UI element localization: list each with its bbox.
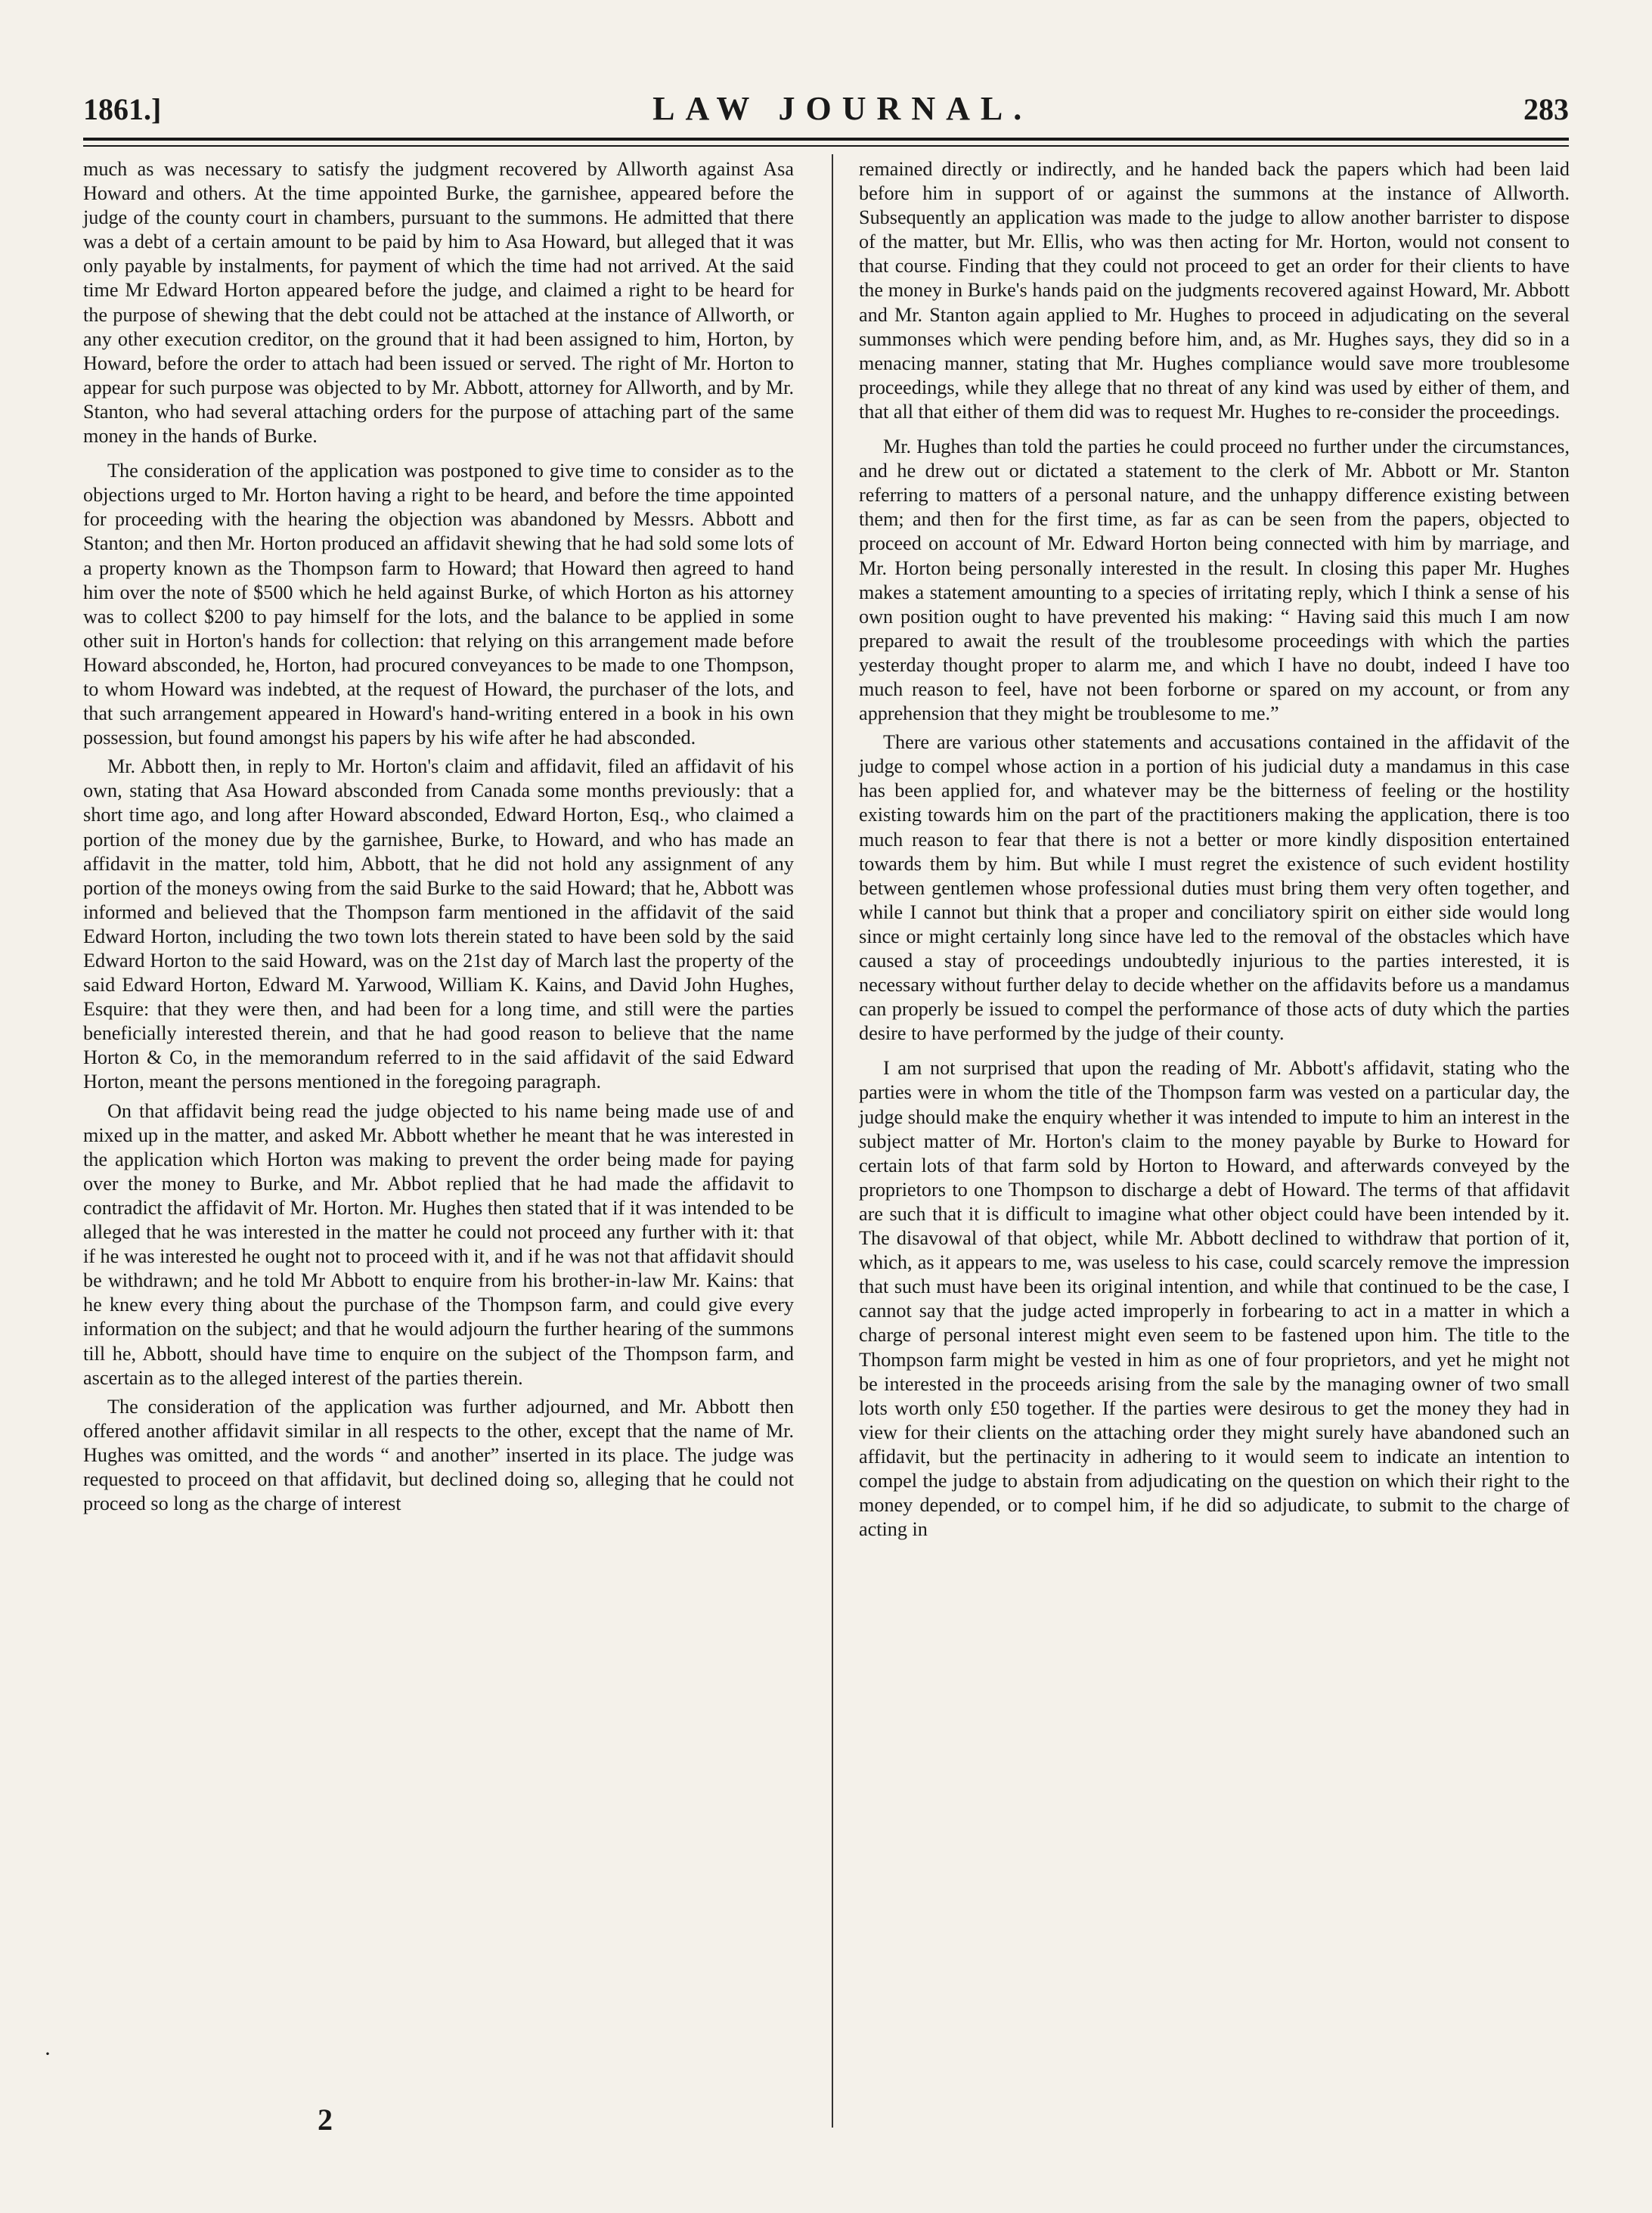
paragraph: much as was necessary to satisfy the judgment recovered by Allworth against Asa Howard and others. At the time appointed Burke, the garnishee, appeared before the judge of the county court in chambers, pursuant to the summons. He admitted that there was a debt of a certain amount to be paid by him to Asa Howard, but alleged that it was only payable by instalments, for payment of which the time had not arrived. At the said time Mr Edward Horton appeared before the judge, and claimed a right to be heard for the purpose of shewing that the debt could not be attached at the instance of Allworth, or any other execution creditor, on the ground that it had been assigned to him, Horton, by Howard, before the order to attach had been issued or served. The right of Mr. Horton to appear for such purpose was objected to by Mr. Abbott, attorney for Allworth, and by Mr. Stanton, who had several attaching orders for the purpose of attaching part of the same money in the hands of Burke. [83,158,794,448]
margin-dot: · [44,2041,51,2066]
page-number: 283 [1523,92,1569,126]
paragraph: I am not surprised that upon the reading of Mr. Abbott's affidavit, stating who the parties were in whom the title of the Thompson farm was vested on a particular day, the judge should make the enquiry whether it was intended to impute to him an interest in the subject matter of Mr. Horton's claim to the money payable by Burke to Howard for certain lots of that farm sold by Horton to Howard, and afterwards conveyed by the proprietors to one Thompson to discharge a debt of Howard. The terms of that affidavit are such that it is difficult to imagine what other object could have been intended by it. The disavowal of that object, while Mr. Abbott declined to withdraw that portion of it, which, as it appears to me, was useless to his case, could scarcely remove the impression that such must have been its original intention, and while that continued to be the case, I cannot say that the judge acted improperly in forbearing to act in a matter in which a charge of personal interest might even seem to be fastened upon him. The title to the Thompson farm might be vested in him as one of four proprietors, and yet he might not be interested in the proceeds arising from the sale by the managing owner of two small lots worth only £50 together. If the parties were desirous to get the money they had in view for their clients on the attaching order they might surely have abandoned such an affidavit, but the pertinacity in adhering to it would seem to indicate an intention to compel the judge to abstain from adjudicating on the question on which their right to the money depended, or to compel him, if he did so adjudicate, to submit to the charge of acting in [859,1057,1570,1541]
paragraph: remained directly or indirectly, and he handed back the papers which had been laid before him in support of or against the summons at the instance of Allworth. Subsequently an application was made to the judge to allow another barrister to dispose of the matter, but Mr. Ellis, who was then acting for Mr. Horton, would not consent to that course. Finding that they could not proceed to get an order for their clients to have the money in Burke's hands paid on the judgments recovered against Howard, Mr. Abbott and Mr. Stanton again applied to Mr. Hughes to proceed in adjudicating on the several summonses which were pending before him, and, as Mr. Hughes says, they did so in a menacing manner, stating that Mr. Hughes compliance would save more troublesome proceedings, while they allege that no threat of any kind was used by either of them, and that all that either of them did was to request Mr. Hughes to re-consider the proceedings. [859,158,1570,423]
paragraph: Mr. Abbott then, in reply to Mr. Horton's claim and affidavit, filed an affidavit of his own, stating that Asa Howard absconded from Canada some months previously: that a short time ago, and long after Howard absconded, Edward Horton, Esq., who claimed a portion of the money due by the garnishee, Burke, to Howard, and who has made an affidavit in the matter, told him, Abbott, that he did not hold any assignment of any portion of the moneys owing from the said Burke to the said Howard; that he, Abbott was informed and believed that the Thompson farm mentioned in the affidavit of the said Edward Horton, including the two town lots therein stated to have been sold by the said Edward Horton to the said Howard, was on the 21st day of March last the property of the said Edward Horton, Edward M. Yarwood, William K. Kains, and David John Hughes, Esquire: that they were then, and had been for a long time, and still were the parties beneficially interested therein, and that he had good reason to believe that the name Horton & Co, in the memorandum referred to in the said affidavit of the said Edward Horton, meant the persons mentioned in the foregoing paragraph. [83,755,794,1093]
page-header [83,89,1569,135]
paragraph: The consideration of the application was further adjourned, and Mr. Abbott then offered another affidavit similar in all respects to the other, except that the name of Mr. Hughes was omitted, and the words “ and another” inserted in its place. The judge was requested to proceed on that affidavit, but declined doing so, alleging that he could not proceed so long as the charge of interest [83,1395,794,1515]
header-rule-thin [83,145,1569,147]
left-column [83,157,794,1520]
journal-title: LAW JOURNAL. [652,90,1033,127]
right-column [859,157,1570,1546]
header-rule-thick [83,138,1569,141]
paragraph: On that affidavit being read the judge objected to his name being made use of and mixed up in the matter, and asked Mr. Abbott whether he meant that he was interested in the application which Horton was making to prevent the order being made for paying over the money to Burke, and Mr. Abbot replied that he had made the affidavit to contradict the affidavit of Mr. Horton. Mr. Hughes then stated that if it was intended to be alleged that he was interested in the matter he could not proceed any further with it: that if he was interested he ought not to proceed with it, and if he was not that affidavit should be withdrawn; and he told Mr Abbott to enquire from his brother-in-law Mr. Kains: that he knew every thing about the purchase of the Thompson farm, and could give every information on the subject; and that he would adjourn the further hearing of the summons till he, Abbott, should have time to enquire on the subject of the Thompson farm, and ascertain as to the alleged interest of the parties therein. [83,1099,794,1389]
header-year: 1861.] [83,92,162,126]
paragraph: There are various other statements and accusations contained in the affidavit of the judge to compel whose action in a portion of his judicial duty a mandamus in this case has been applied for, and whatever may be the bitterness of feeling or the hostility existing towards him on the part of the practitioners making the application, there is too much reason to fear that there is not a better or more kindly disposition entertained towards them by him. But while I must regret the existence of such evident hostility between gentlemen whose professional duties must bring them very often together, and while I cannot but think that a proper and conciliatory spirit on either side would long since or might certainly long since have led to the removal of the obstacles which have caused a stay of proceedings undoubtedly injurious to the parties interested, it is necessary without further delay to decide whether on the affidavits before us a mandamus can properly be issued to compel the performance of those acts of duty which the parties desire to have performed by the judge of their county. [859,731,1570,1045]
paragraph: The consideration of the application was postponed to give time to consider as to the objections urged to Mr. Horton having a right to be heard, and before the time appointed for proceeding with the hearing the objection was abandoned by Messrs. Abbott and Stanton; and then Mr. Horton produced an affidavit shewing that he had sold some lots of a property known as the Thompson farm to Howard; that Howard then agreed to hand him over the note of $500 which he held against Burke, of which Horton as his attorney was to collect $200 to pay himself for the lots, and the balance to be applied in some other suit in Horton's hands for collection: that relying on this arrangement made before Howard absconded, he, Horton, had procured conveyances to be made to one Thompson, to whom Howard was indebted, at the request of Howard, the purchaser of the lots, and that such arrangement appeared in Howard's hand-writing entered in a book in his own possession, but found amongst his papers by his wife after he had absconded. [83,460,794,749]
column-divider [832,154,833,2128]
signature-mark: 2 [318,2103,333,2137]
paragraph: Mr. Hughes than told the parties he could proceed no further under the circumstances, and he drew out or dictated a statement to the clerk of Mr. Abbott or Mr. Stanton referring to matters of a personal nature, and the unhappy difference existing between them; and then for the first time, as far as can be seen from the papers, objected to proceed on account of Mr. Edward Horton being connected with him by marriage, and Mr. Horton being personally interested in the result. In closing this paper Mr. Hughes makes a statement amounting to a species of irritating reply, which I think a sense of his own position ought to have prevented his making: “ Having said this much I am now prepared to await the result of the troublesome proceedings with which the parties yesterday thought proper to alarm me, and which I have no doubt, indeed I have too much reason to feel, have not been forborne or spared on my account, or from any apprehension that they might be troublesome to me.” [859,435,1570,725]
